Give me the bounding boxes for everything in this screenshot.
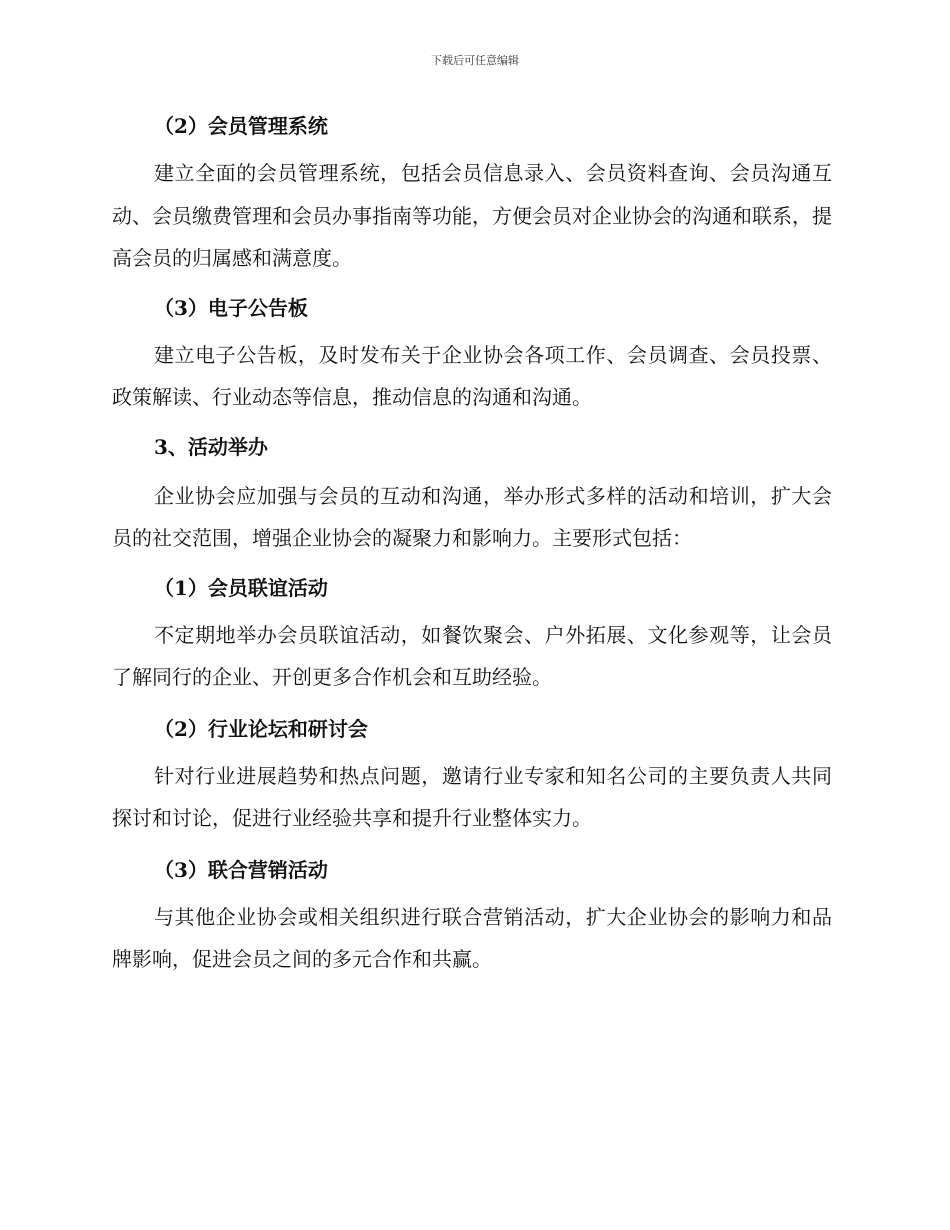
section-heading-networking-events: （1）会员联谊活动 — [154, 575, 328, 600]
section-heading-industry-forum: （2）行业论坛和研讨会 — [154, 716, 368, 741]
section-paragraph-bulletin-board: 建立电子公告板，及时发布关于企业协会各项工作、会员调查、会员投票、政策解读、行业动态等信息，推动信息的沟通和沟通。 — [112, 342, 832, 409]
section-heading-bulletin-board: （3）电子公告板 — [154, 295, 308, 320]
section-paragraph-member-management: 建立全面的会员管理系统，包括会员信息录入、会员资料查询、会员沟通互动、会员缴费管理和会员办事指南等功能，方便会员对企业协会的沟通和联系，提高会员的归属感和满意度。 — [112, 161, 832, 270]
section-heading-member-management: （2）会员管理系统 — [154, 114, 328, 138]
section-paragraph-networking-events: 不定期地举办会员联谊活动，如餐饮聚会、户外拓展、文化参观等，让会员了解同行的企业、开创更多合作机会和互助经验。 — [112, 622, 832, 689]
page-header-note: 下载后可任意编辑 — [431, 54, 519, 67]
section-paragraph-activities: 企业协会应加强与会员的互动和沟通，举办形式多样的活动和培训，扩大会员的社交范围，增强企业协会的凝聚力和影响力。主要形式包括： — [112, 483, 832, 550]
section-paragraph-industry-forum: 针对行业进展趋势和热点问题，邀请行业专家和知名公司的主要负责人共同探讨和讨论，促进行业经验共享和提升行业整体实力。 — [112, 763, 832, 830]
section-heading-joint-marketing: （3）联合营销活动 — [154, 857, 328, 882]
section-paragraph-joint-marketing: 与其他企业协会或相关组织进行联合营销活动，扩大企业协会的影响力和品牌影响，促进会员之间的多元合作和共赢。 — [112, 904, 832, 971]
document-body — [112, 104, 832, 981]
section-heading-activities: 3、活动举办 — [154, 434, 268, 459]
